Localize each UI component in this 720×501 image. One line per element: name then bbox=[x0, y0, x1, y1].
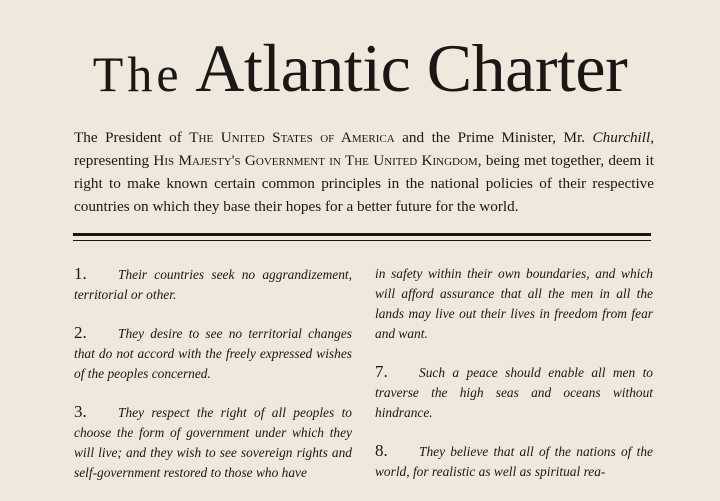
divider-thick bbox=[73, 233, 651, 236]
article-text: They desire to see no territorial changes that do not accord with the freely expressed wishes of the peoples concerned. bbox=[74, 326, 352, 381]
article-6-continued bbox=[375, 264, 653, 344]
left-column bbox=[74, 264, 352, 501]
article-text: Their countries seek no aggrandizement, territorial or other. bbox=[74, 267, 352, 302]
article-number: 1. bbox=[74, 264, 87, 283]
article-text: They believe that all of the nations of the world, for realistic as well as spiritual rea- bbox=[375, 444, 653, 479]
preamble-text-5: , representing bbox=[74, 129, 655, 169]
article-text: They respect the right of all peoples to choose the form of government under which they will live; and they wish to see sovereign rights and self-government restored to those who have bbox=[74, 405, 352, 480]
article-1 bbox=[74, 264, 352, 305]
article-3 bbox=[74, 402, 352, 483]
preamble-text-7: , being met together, deem it right to make known certain common principles in the national policies of their respective countries on which they base their hopes for a better future for the world. bbox=[74, 152, 655, 215]
article-number: 7. bbox=[375, 362, 388, 381]
title-lead: The bbox=[92, 46, 183, 102]
preamble-text-1: The President of bbox=[74, 129, 190, 146]
article-number: 3. bbox=[74, 402, 87, 421]
article-7 bbox=[375, 362, 653, 423]
preamble-text-3: and the Prime Minister, Mr. bbox=[394, 129, 593, 146]
preamble-paragraph bbox=[74, 126, 654, 218]
article-2 bbox=[74, 323, 352, 384]
document-title bbox=[0, 30, 720, 112]
divider-thin bbox=[73, 240, 651, 241]
title-main: Atlantic Charter bbox=[195, 30, 628, 106]
article-text: Such a peace should enable all men to traverse the high seas and oceans without hindrance. bbox=[375, 365, 653, 420]
right-column bbox=[375, 264, 653, 500]
preamble-uk-government: His Majesty's Government in The United Kingdom bbox=[153, 152, 478, 169]
article-text: in safety within their own boundaries, and which will afford assurance that all the men in all the lands may live out their lives in freedom from fear and want. bbox=[375, 266, 653, 341]
article-number: 2. bbox=[74, 323, 87, 342]
article-8 bbox=[375, 441, 653, 482]
preamble-usa: The United States of America bbox=[189, 129, 395, 146]
article-number: 8. bbox=[375, 441, 388, 460]
preamble-churchill: Churchill bbox=[592, 129, 651, 146]
